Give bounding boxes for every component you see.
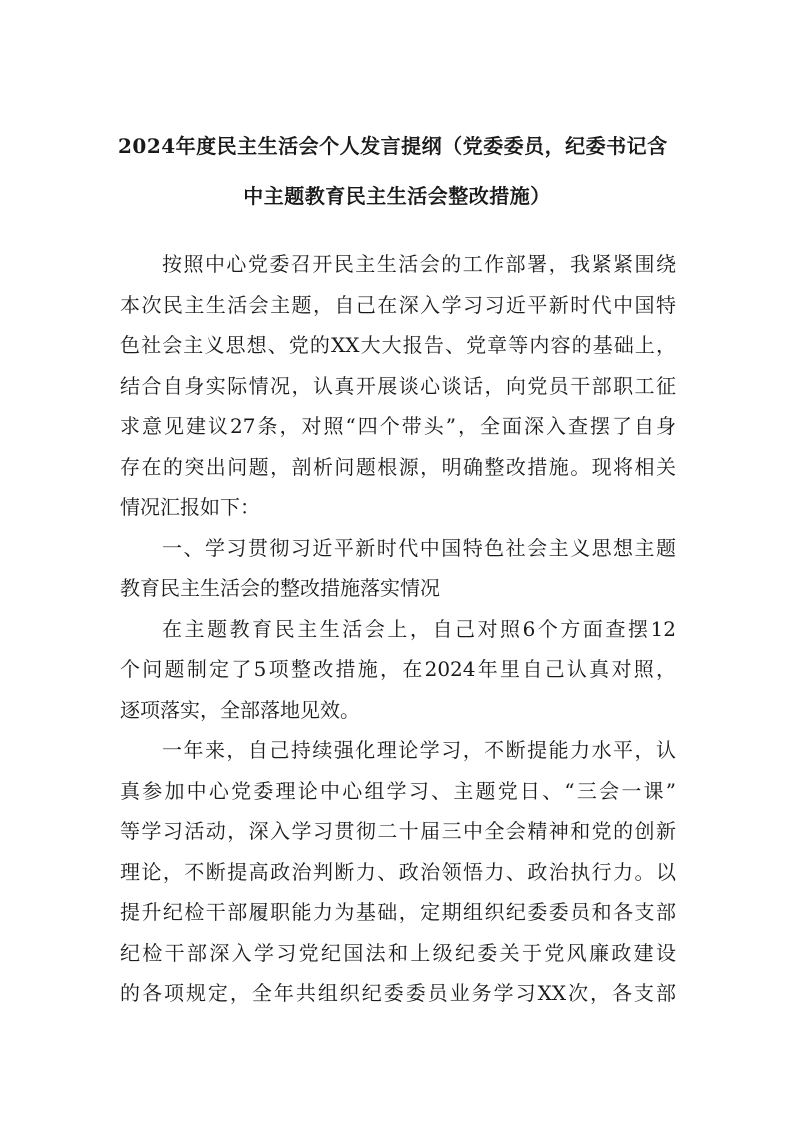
body-line: 理论，不断提高政治判断力、政治领悟力、政治执行力。以 <box>120 859 676 884</box>
body-line: 一、学习贯彻习近平新时代中国特色社会主义思想主题 <box>162 535 676 560</box>
title-line-1: 2024年度民主生活会个人发言提纲（党委委员，纪委书记含 <box>118 134 668 158</box>
body-line: 真参加中心党委理论中心组学习、主题党日、“三会一课” <box>120 778 676 803</box>
body-line: 情况汇报如下： <box>120 495 260 519</box>
body-line: 逐项落实，全部落地见效。 <box>120 697 360 722</box>
body-line: 求意见建议27条，对照“四个带头”，全面深入查摆了自身 <box>120 414 676 438</box>
body-line: 教育民主生活会的整改措施落实情况 <box>120 576 440 600</box>
document-title <box>112 124 682 218</box>
body-line: 在主题教育民主生活会上，自己对照6个方面查摆12 <box>162 616 676 641</box>
body-line: 按照中心党委召开民主生活会的工作部署，我紧紧围绕 <box>162 252 676 276</box>
body-line: 本次民主生活会主题，自己在深入学习习近平新时代中国特 <box>120 292 676 317</box>
document-body <box>120 244 676 1014</box>
body-line: 纪检干部深入学习党纪国法和上级纪委关于党风廉政建设 <box>120 940 676 965</box>
body-line: 一年来，自己持续强化理论学习，不断提能力水平，认 <box>162 738 676 762</box>
body-line: 结合自身实际情况，认真开展谈心谈话，向党员干部职工征 <box>120 373 676 398</box>
body-line: 存在的突出问题，剖析问题根源，明确整改措施。现将相关 <box>120 454 676 479</box>
body-line: 个问题制定了5项整改措施，在2024年里自己认真对照， <box>120 657 676 681</box>
title-line-2: 中主题教育民主生活会整改措施） <box>243 184 551 208</box>
body-line: 色社会主义思想、党的XX大大报告、党章等内容的基础上， <box>120 333 676 357</box>
body-line: 的各项规定，全年共组织纪委委员业务学习XX次，各支部 <box>120 981 676 1005</box>
body-line: 等学习活动，深入学习贯彻二十届三中全会精神和党的创新 <box>120 819 676 843</box>
body-line: 提升纪检干部履职能力为基础，定期组织纪委委员和各支部 <box>120 900 676 924</box>
